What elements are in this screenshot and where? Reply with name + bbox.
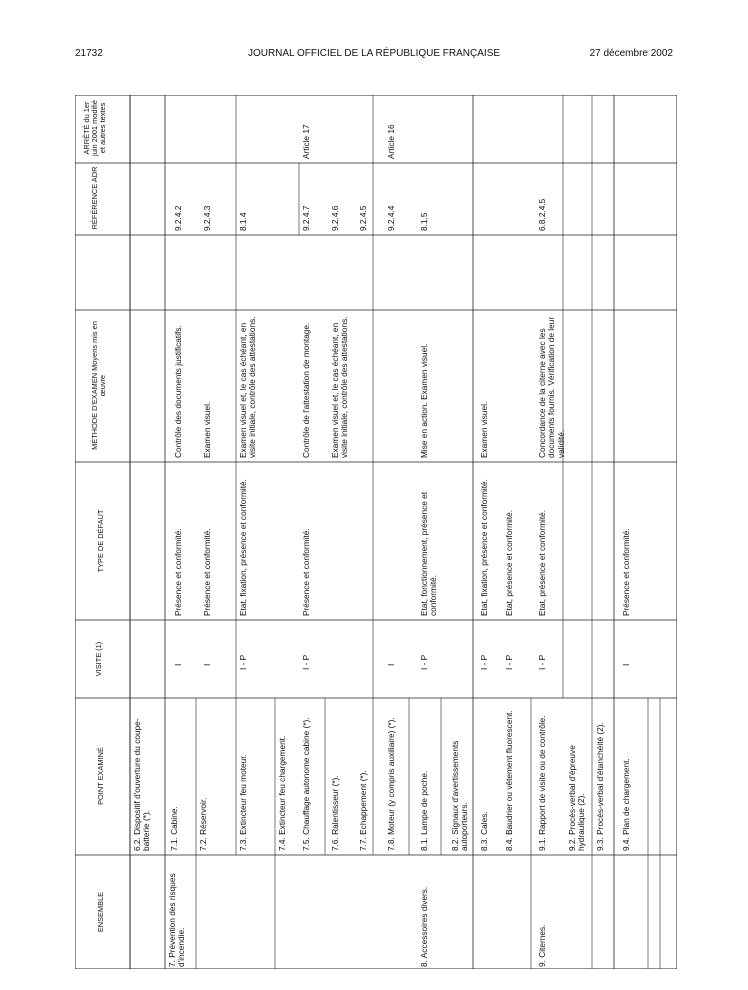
methode-8-3: Examen visuel. [479, 401, 489, 458]
type-8-1: Etat, fonctionnement, présence et conformité. [419, 491, 439, 616]
visite-8-1: I - P [419, 654, 429, 670]
point-7-8: 7.8. Moteur (y compris auxiliaire) (*). [386, 717, 396, 851]
point-9-2: 9.2. Procès-verbal d'épreuve hydraulique (2). [567, 745, 587, 851]
point-9-1: 9.1. Rapport de visite ou de contrôle. [537, 715, 547, 851]
header-ref: RÉFÉRENCE ADR [90, 166, 99, 230]
type-7-5: Présence et conformité. [301, 528, 311, 616]
type-9-4: Présence et conformité. [621, 528, 631, 616]
point-6-2: 6.2. Dispositif d'ouverture du coupe-batterie (*). [132, 718, 152, 851]
methode-7-5: Contrôle de l'attestation de montage. [301, 322, 311, 458]
point-8-4: 8.4. Baudrier ou vêtement fluorescent. [504, 710, 514, 851]
type-7-3: Etat, fixation, présence et conformité. [238, 479, 248, 616]
ref-9-1: 6.8.2.4.5 [537, 198, 547, 231]
header-methode: MÉTHODE D'EXAMEN Moyens mis en œuvre [90, 321, 108, 450]
point-7-3: 7.3. Extincteur feu moteur. [238, 754, 248, 851]
point-9-3: 9.3. Procès-verbal d'étanchéité (2). [595, 722, 605, 851]
point-8-1: 8.1. Lampe de poche. [419, 770, 429, 851]
type-9-1: Etat, présence et conformité. [537, 509, 547, 616]
point-7-4: 7.4. Extincteur feu chargement. [277, 735, 287, 851]
header-point: POINT EXAMINÉ [96, 747, 105, 805]
ref-7-8: 9.2.4.4 [386, 205, 396, 231]
type-7-2: Présence et conformité. [202, 528, 212, 616]
methode-7-1: Contrôle des documents justificatifs. [173, 325, 183, 458]
visite-8-3: I - P [479, 654, 489, 670]
methode-7-2: Examen visuel. [202, 401, 212, 458]
methode-8-1: Mise en action. Examen visuel. [419, 343, 429, 458]
visite-7-3: I - P [238, 654, 248, 670]
ref-7-6: 9.2.4.6 [330, 205, 340, 231]
visite-7-1: I [173, 663, 183, 666]
issue-date: 27 décembre 2002 [589, 48, 673, 59]
methode-7-3: Examen visuel et, le cas échéant, en visite initiale, contrôle des attestations. [238, 316, 258, 458]
header-type: TYPE DE DÉFAUT [96, 509, 105, 573]
type-7-1: Présence et conformité. [173, 528, 183, 616]
point-8-3: 8.3. Cales. [479, 811, 489, 851]
point-8-2: 8.2. Signaux d'avertissements autoporteurs. [450, 740, 470, 851]
ensemble-8: 8. Accessoires divers. [419, 886, 429, 967]
ref-7-7: 9.2.4.5 [358, 205, 368, 231]
ref-7-3: 8.1.4 [238, 212, 248, 231]
header-visite: VISITE (1) [94, 641, 103, 677]
visite-9-1: I - P [537, 654, 547, 670]
header-ensemble: ENSEMBLE [96, 891, 105, 933]
page-number: 21732 [75, 48, 103, 59]
type-8-3: Etat, fixation, présence et conformité. [479, 479, 489, 616]
visite-8-4: I - P [504, 654, 514, 670]
type-8-4: Etat, présence et conformité. [504, 509, 514, 616]
visite-7-5: I - P [301, 654, 311, 670]
methode-9-1: Concordance de la citerne avec les documents fournis. Vérification de leur validité. [537, 316, 566, 458]
point-7-6: 7.6. Ralentisseur (*). [330, 775, 340, 851]
ref-7-5: 9.2.4.7 [301, 205, 311, 231]
methode-7-6: Examen visuel et, le cas échéant, en visite initiale, contrôle des attestations. [330, 316, 350, 458]
ref-7-1: 9.2.4.2 [173, 205, 183, 231]
point-7-7: 7.7. Echappement (*). [358, 770, 368, 851]
journal-title: JOURNAL OFFICIEL DE LA RÉPUBLIQUE FRANÇAISE [247, 48, 501, 59]
header-arrete: ARRÊTÉ du 1er juin 2001 modifié et autres textes [82, 100, 108, 156]
ref-7-2: 9.2.4.3 [202, 205, 212, 231]
point-9-4: 9.4. Plan de chargement. [621, 758, 631, 851]
rotated-table [75, 95, 677, 969]
point-7-1: 7.1. Cabine. [169, 806, 179, 851]
arrete-7-5: Article 17 [301, 124, 311, 159]
ref-8-1: 8.1.5 [419, 212, 429, 231]
ensemble-7: 7. Prévention des risques d'incendie. [167, 873, 187, 967]
ensemble-9: 9. Citernes. [537, 924, 547, 967]
point-7-5: 7.5. Chauffage autonome cabine (*). [301, 717, 311, 851]
arrete-7-8: Article 16 [386, 124, 396, 159]
visite-7-8: I [386, 663, 396, 666]
point-7-2: 7.2. Réservoir. [198, 797, 208, 851]
visite-9-4: I [621, 663, 631, 666]
visite-7-2: I [202, 663, 212, 666]
